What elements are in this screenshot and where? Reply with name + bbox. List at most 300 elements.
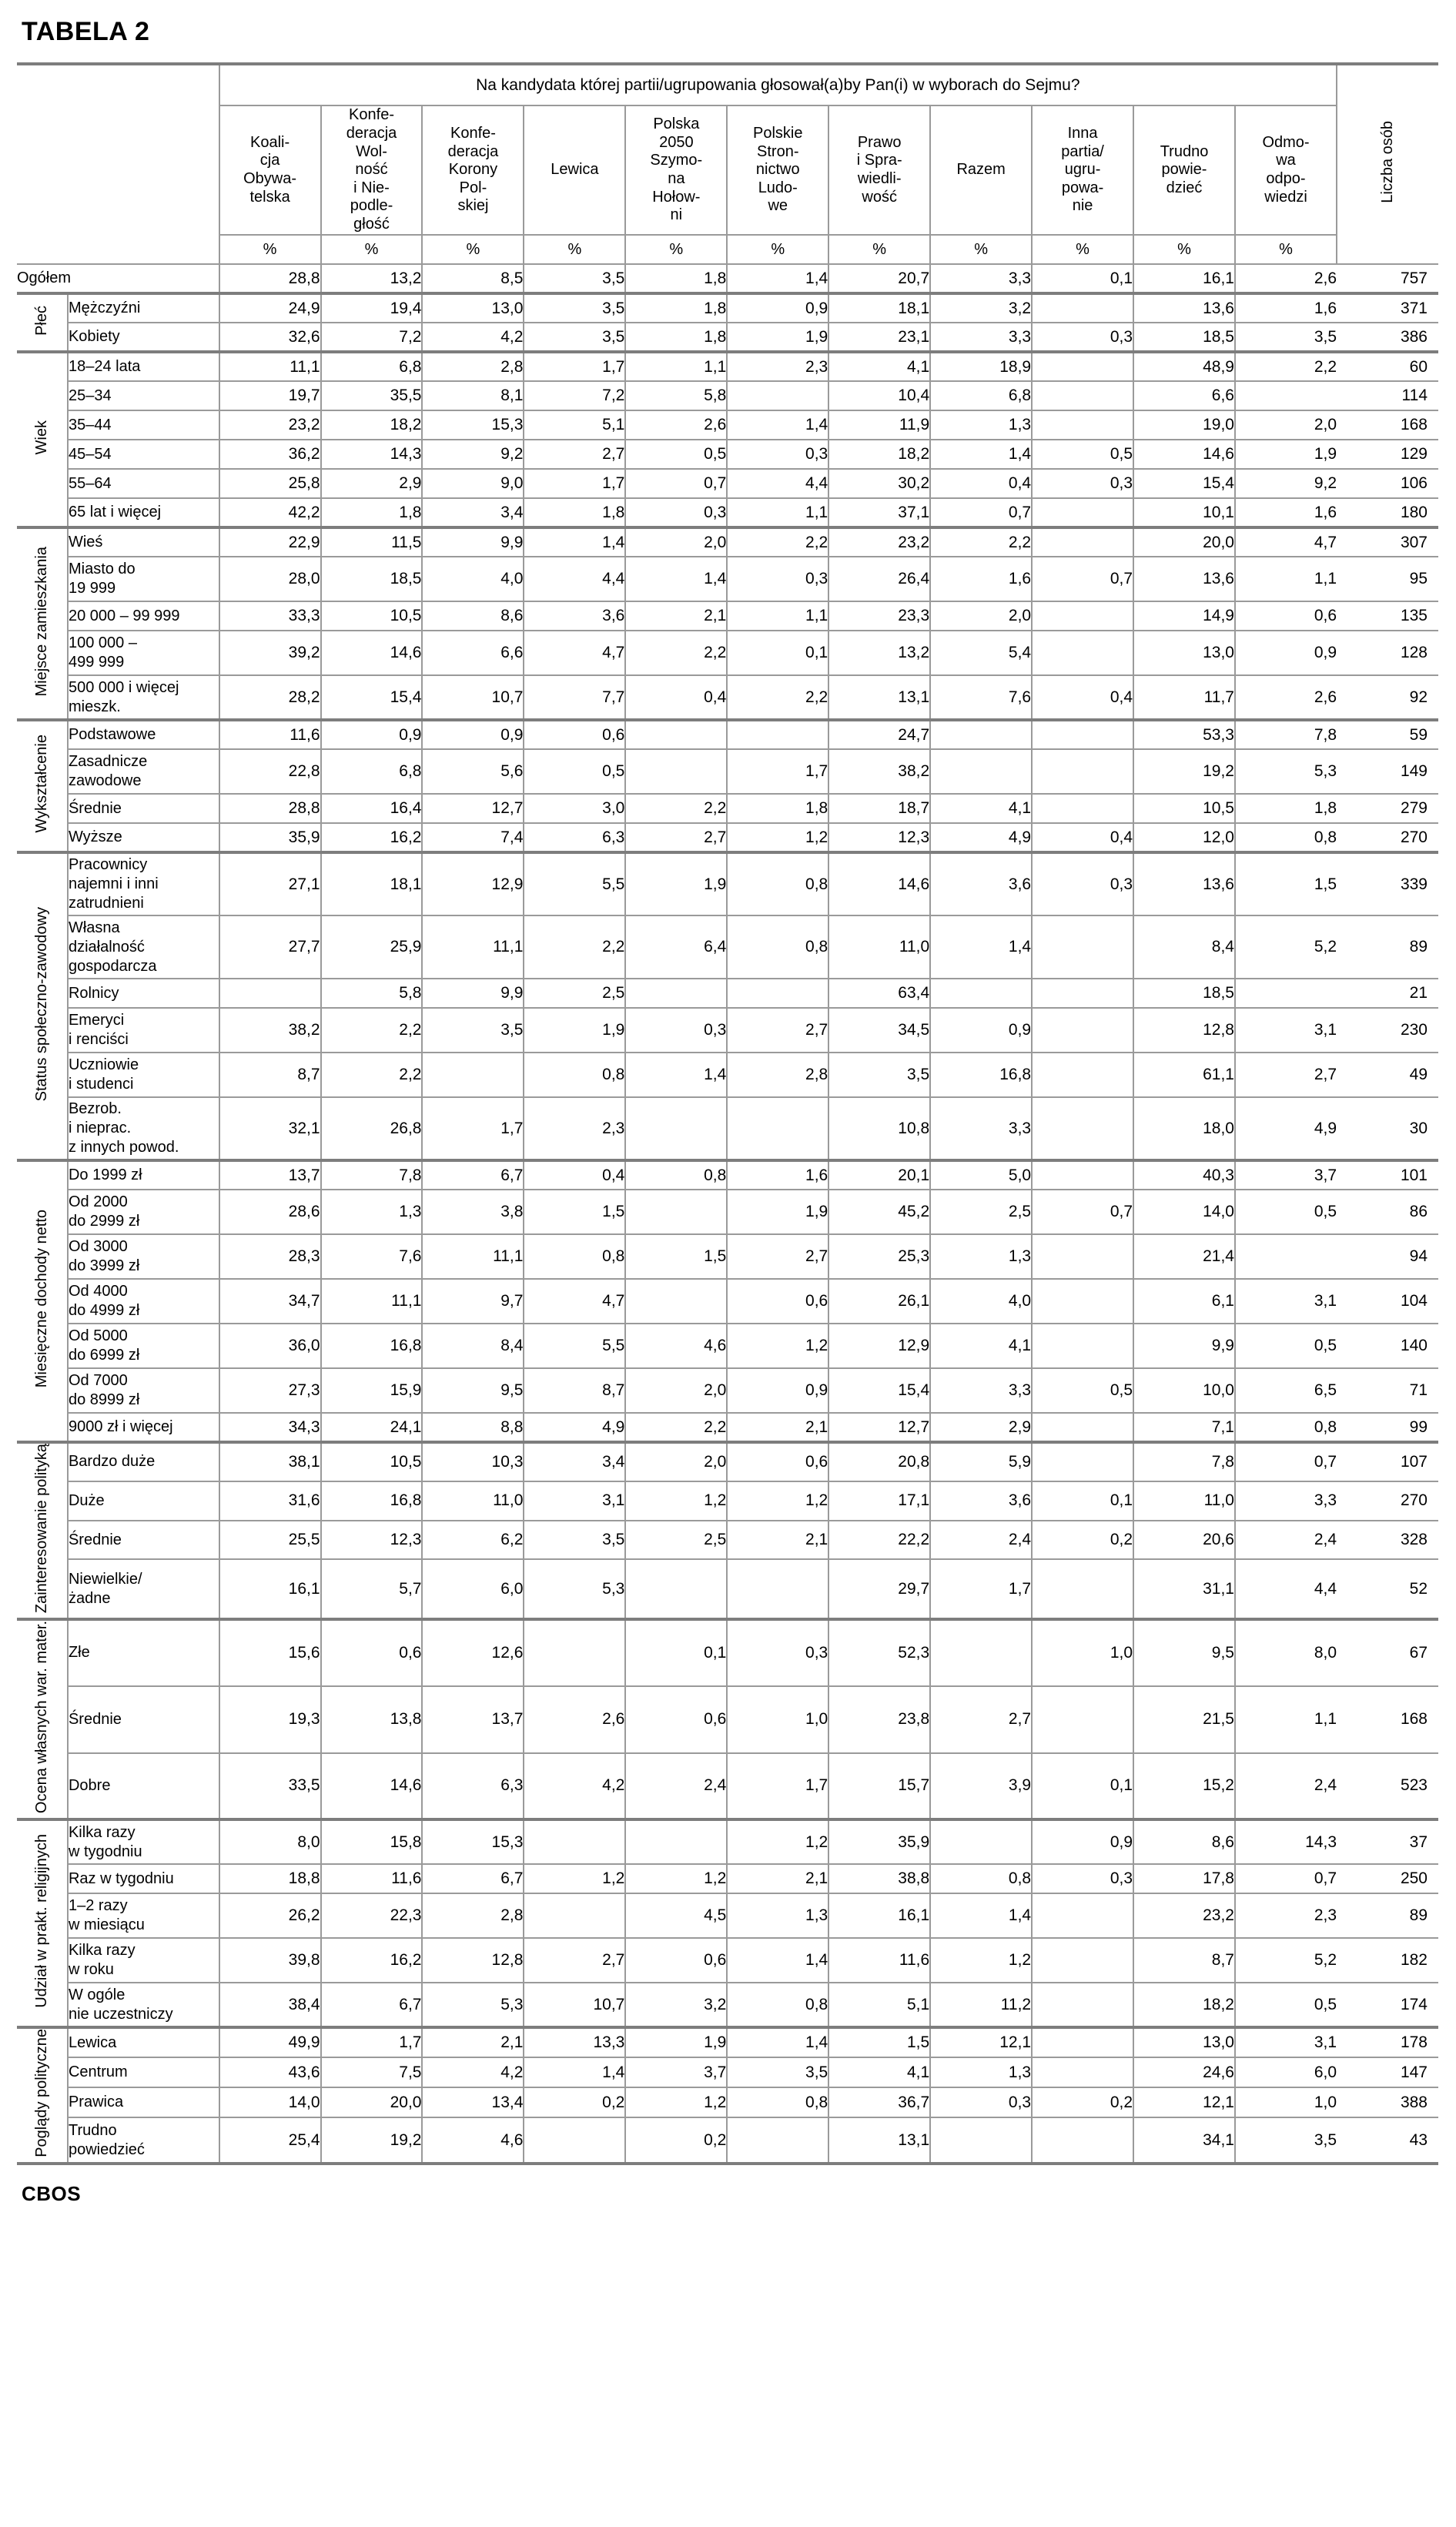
cell-percent [727, 979, 828, 1008]
cell-count: 307 [1337, 527, 1438, 557]
cell-percent: 8,5 [422, 264, 524, 293]
header-col-razem: Razem [930, 105, 1032, 235]
cell-percent: 2,2 [321, 1008, 423, 1053]
cell-percent: 1,7 [524, 352, 625, 381]
cell-percent: 18,2 [1133, 1983, 1235, 2027]
cell-percent: 15,4 [828, 1368, 930, 1413]
table-row [17, 381, 1438, 410]
cell-percent: 36,2 [219, 440, 321, 469]
cell-percent: 1,2 [930, 1938, 1032, 1983]
cell-percent: 9,0 [422, 469, 524, 498]
row-label: Kilka razy w tygodniu [68, 1819, 219, 1864]
cell-percent: 6,4 [625, 915, 727, 979]
percent-symbol-2: % [321, 235, 423, 264]
cell-percent: 5,3 [1235, 749, 1337, 794]
row-label: 500 000 i więcej mieszk. [68, 675, 219, 720]
cell-percent: 3,2 [625, 1983, 727, 2027]
cell-percent: 1,3 [930, 2057, 1032, 2087]
cell-percent: 1,9 [727, 323, 828, 352]
cell-percent: 52,3 [828, 1619, 930, 1686]
cell-percent: 6,0 [422, 1559, 524, 1619]
cell-percent: 11,1 [219, 352, 321, 381]
cell-percent: 16,2 [321, 1938, 423, 1983]
cell-percent: 18,1 [828, 293, 930, 323]
cell-percent: 0,6 [625, 1686, 727, 1753]
cell-percent: 1,1 [625, 352, 727, 381]
header-corner-blank [17, 64, 219, 105]
cell-percent: 26,1 [828, 1279, 930, 1324]
cell-percent: 2,2 [1235, 352, 1337, 381]
cell-count: 174 [1337, 1983, 1438, 2027]
table-row [17, 1619, 1438, 1686]
cell-percent: 1,7 [930, 1559, 1032, 1619]
cell-percent [625, 979, 727, 1008]
row-label: Emeryci i renciści [68, 1008, 219, 1053]
cell-percent: 31,1 [1133, 1559, 1235, 1619]
cell-percent: 2,6 [1235, 264, 1337, 293]
cell-percent: 2,7 [727, 1234, 828, 1279]
cell-percent: 1,3 [321, 1190, 423, 1234]
cell-percent: 2,3 [727, 352, 828, 381]
cell-percent: 3,4 [422, 498, 524, 527]
cell-percent: 25,3 [828, 1234, 930, 1279]
cell-percent: 13,3 [524, 2027, 625, 2057]
row-label: Kobiety [68, 323, 219, 352]
cell-percent: 1,5 [1235, 852, 1337, 915]
cell-percent: 0,5 [1235, 1190, 1337, 1234]
cell-percent: 18,2 [828, 440, 930, 469]
cell-count: 386 [1337, 323, 1438, 352]
header-col-pis: Prawo i Spra- wiedli- wość [828, 105, 930, 235]
cell-count: 106 [1337, 469, 1438, 498]
cell-percent: 34,7 [219, 1279, 321, 1324]
section-label-miejsce-zamieszkania [17, 527, 68, 720]
cell-percent: 0,3 [1032, 1864, 1133, 1893]
cell-percent: 15,6 [219, 1619, 321, 1686]
cell-percent: 2,4 [1235, 1521, 1337, 1560]
row-label: W ogóle nie uczestniczy [68, 1983, 219, 2027]
cell-percent: 14,6 [321, 631, 423, 675]
row-label: Mężczyźni [68, 293, 219, 323]
cell-percent: 3,1 [524, 1481, 625, 1521]
cell-percent: 0,3 [727, 1619, 828, 1686]
cell-percent: 7,4 [422, 823, 524, 852]
cell-percent: 11,6 [828, 1938, 930, 1983]
cell-percent: 1,7 [321, 2027, 423, 2057]
cell-percent: 1,3 [930, 1234, 1032, 1279]
row-label: 1–2 razy w miesiącu [68, 1893, 219, 1938]
cell-count: 99 [1337, 1413, 1438, 1442]
cell-percent: 4,4 [524, 557, 625, 601]
cell-percent: 0,6 [1235, 601, 1337, 631]
cell-percent: 1,7 [422, 1097, 524, 1160]
row-label: Uczniowie i studenci [68, 1053, 219, 1097]
row-label: Od 2000 do 2999 zł [68, 1190, 219, 1234]
cell-percent: 6,0 [1235, 2057, 1337, 2087]
cell-percent: 0,6 [727, 1442, 828, 1481]
cell-percent: 10,5 [321, 601, 423, 631]
cell-percent: 4,9 [930, 823, 1032, 852]
cell-percent: 0,5 [1032, 440, 1133, 469]
cell-percent: 14,9 [1133, 601, 1235, 631]
cell-percent: 1,4 [625, 1053, 727, 1097]
cell-percent [1032, 2057, 1133, 2087]
cell-percent: 16,8 [321, 1324, 423, 1368]
cell-percent: 0,8 [727, 1983, 828, 2027]
cell-percent: 24,6 [1133, 2057, 1235, 2087]
table-row [17, 675, 1438, 720]
cell-percent: 2,1 [727, 1864, 828, 1893]
cell-percent: 1,3 [930, 410, 1032, 440]
cell-percent [625, 1190, 727, 1234]
row-label: Lewica [68, 2027, 219, 2057]
cell-percent: 13,6 [1133, 852, 1235, 915]
cell-percent: 1,5 [524, 1190, 625, 1234]
cell-count: 180 [1337, 498, 1438, 527]
header-percent-row [17, 235, 1438, 264]
cell-percent: 21,4 [1133, 1234, 1235, 1279]
cell-percent: 4,7 [524, 1279, 625, 1324]
cell-percent: 18,7 [828, 794, 930, 823]
cell-percent: 7,5 [321, 2057, 423, 2087]
cell-percent [1032, 2117, 1133, 2164]
cell-percent: 4,0 [930, 1279, 1032, 1324]
cell-percent [727, 381, 828, 410]
row-label: Wieś [68, 527, 219, 557]
cell-percent: 0,2 [524, 2087, 625, 2117]
cell-percent: 12,7 [828, 1413, 930, 1442]
cell-percent: 19,2 [1133, 749, 1235, 794]
cell-percent: 14,3 [1235, 1819, 1337, 1864]
cell-percent: 19,7 [219, 381, 321, 410]
cell-percent: 2,1 [625, 601, 727, 631]
cell-percent: 14,6 [828, 852, 930, 915]
cell-percent: 2,2 [625, 794, 727, 823]
cell-count: 60 [1337, 352, 1438, 381]
cell-percent: 1,9 [727, 1190, 828, 1234]
cell-percent [1032, 381, 1133, 410]
cell-percent: 3,1 [1235, 1279, 1337, 1324]
cell-percent: 12,0 [1133, 823, 1235, 852]
cell-percent: 34,5 [828, 1008, 930, 1053]
cell-percent: 0,6 [321, 1619, 423, 1686]
cell-percent: 3,8 [422, 1190, 524, 1234]
cell-percent: 10,7 [422, 675, 524, 720]
cell-percent: 0,7 [1032, 557, 1133, 601]
cell-percent [625, 749, 727, 794]
row-label: 18–24 lata [68, 352, 219, 381]
cell-percent: 40,3 [1133, 1160, 1235, 1190]
cell-percent [422, 1053, 524, 1097]
cell-count: 182 [1337, 1938, 1438, 1983]
cell-percent: 22,9 [219, 527, 321, 557]
table-row [17, 1819, 1438, 1864]
cell-percent: 27,3 [219, 1368, 321, 1413]
cell-percent [930, 979, 1032, 1008]
section-label-udzial-w-prakt-religijnych [17, 1819, 68, 2027]
row-label: Kilka razy w roku [68, 1938, 219, 1983]
row-label: Rolnicy [68, 979, 219, 1008]
cell-percent: 33,3 [219, 601, 321, 631]
cell-percent: 23,1 [828, 323, 930, 352]
section-label-status-spoleczno-zawodowy [17, 852, 68, 1160]
cell-percent: 2,2 [625, 1413, 727, 1442]
cell-percent: 19,4 [321, 293, 423, 323]
cell-count: 94 [1337, 1234, 1438, 1279]
cell-percent: 5,5 [524, 1324, 625, 1368]
cell-percent: 2,0 [625, 527, 727, 557]
cell-percent: 14,3 [321, 440, 423, 469]
cell-percent: 0,7 [1235, 1864, 1337, 1893]
header-question-row [17, 64, 1438, 105]
cell-percent: 3,5 [524, 1521, 625, 1560]
cell-percent: 7,2 [321, 323, 423, 352]
cell-percent: 23,2 [219, 410, 321, 440]
cell-percent: 0,8 [1235, 1413, 1337, 1442]
cell-percent [930, 720, 1032, 749]
cell-percent: 23,2 [1133, 1893, 1235, 1938]
cell-percent: 4,1 [828, 352, 930, 381]
cell-percent: 2,0 [625, 1368, 727, 1413]
cell-percent: 3,5 [524, 323, 625, 352]
percent-symbol-7: % [828, 235, 930, 264]
cell-percent: 0,5 [625, 440, 727, 469]
cell-percent: 12,1 [1133, 2087, 1235, 2117]
cell-percent: 0,8 [727, 2087, 828, 2117]
cell-count: 67 [1337, 1619, 1438, 1686]
header-count-label: Liczba osób [1379, 121, 1396, 203]
cell-percent: 1,8 [1235, 794, 1337, 823]
cell-percent: 2,6 [625, 410, 727, 440]
cell-percent: 0,6 [524, 720, 625, 749]
cell-percent: 1,6 [930, 557, 1032, 601]
cell-percent: 1,7 [727, 749, 828, 794]
cell-percent: 13,6 [1133, 557, 1235, 601]
cell-percent: 23,3 [828, 601, 930, 631]
cell-percent: 28,3 [219, 1234, 321, 1279]
cell-percent: 0,9 [727, 293, 828, 323]
cell-percent: 1,1 [727, 498, 828, 527]
cell-percent: 13,1 [828, 2117, 930, 2164]
cell-percent: 23,2 [828, 527, 930, 557]
cell-percent: 20,8 [828, 1442, 930, 1481]
row-label: Średnie [68, 794, 219, 823]
row-label: 25–34 [68, 381, 219, 410]
cell-percent: 43,6 [219, 2057, 321, 2087]
row-label: Średnie [68, 1686, 219, 1753]
cell-percent: 0,8 [727, 852, 828, 915]
cell-count: 89 [1337, 915, 1438, 979]
row-label: 55–64 [68, 469, 219, 498]
cell-percent [524, 1893, 625, 1938]
row-label: Pracownicy najemni i inni zatrudnieni [68, 852, 219, 915]
cell-percent: 0,3 [930, 2087, 1032, 2117]
cell-count: 339 [1337, 852, 1438, 915]
cell-percent: 3,1 [1235, 2027, 1337, 2057]
row-label-ogolem: Ogółem [17, 264, 219, 293]
cell-percent [1032, 601, 1133, 631]
cell-percent [1032, 1279, 1133, 1324]
cell-count: 89 [1337, 1893, 1438, 1938]
table-row [17, 1279, 1438, 1324]
table-row [17, 749, 1438, 794]
cell-percent: 2,8 [727, 1053, 828, 1097]
cell-percent: 6,7 [422, 1160, 524, 1190]
cell-percent: 18,5 [1133, 323, 1235, 352]
cell-percent: 2,1 [422, 2027, 524, 2057]
cell-percent: 18,5 [1133, 979, 1235, 1008]
cell-percent: 24,1 [321, 1413, 423, 1442]
table-row [17, 1559, 1438, 1619]
cell-percent [727, 1097, 828, 1160]
header-question: Na kandydata której partii/ugrupowania głosował(a)by Pan(i) w wyborach do Sejmu? [219, 64, 1337, 105]
cell-percent: 16,1 [828, 1893, 930, 1938]
table-row [17, 720, 1438, 749]
cell-percent: 1,9 [524, 1008, 625, 1053]
table-row [17, 1368, 1438, 1413]
cell-percent: 2,1 [727, 1521, 828, 1560]
cell-count: 250 [1337, 1864, 1438, 1893]
table-row [17, 915, 1438, 979]
table-row [17, 631, 1438, 675]
cell-percent: 9,9 [1133, 1324, 1235, 1368]
cell-percent: 35,9 [219, 823, 321, 852]
cell-percent: 4,4 [1235, 1559, 1337, 1619]
cell-percent: 13,6 [1133, 293, 1235, 323]
header-col-lewica: Lewica [524, 105, 625, 235]
table-row [17, 1521, 1438, 1560]
cell-percent: 9,2 [422, 440, 524, 469]
cell-percent [1032, 2027, 1133, 2057]
cell-percent: 15,4 [321, 675, 423, 720]
header-col-polska-2050: Polska 2050 Szymo- na Hołow- ni [625, 105, 727, 235]
cell-percent: 4,0 [422, 557, 524, 601]
cell-count: 128 [1337, 631, 1438, 675]
cell-percent: 2,7 [524, 1938, 625, 1983]
cell-percent: 6,6 [1133, 381, 1235, 410]
cell-percent: 0,1 [1032, 1753, 1133, 1820]
table-row [17, 498, 1438, 527]
section-label-text: Poglądy polityczne [33, 2029, 51, 2158]
section-label-text: Miesięczne dochody netto [33, 1210, 51, 1388]
cell-percent [727, 720, 828, 749]
cell-percent: 6,8 [321, 352, 423, 381]
cell-percent: 5,0 [930, 1160, 1032, 1190]
cell-percent: 3,7 [625, 2057, 727, 2087]
cell-percent [524, 2117, 625, 2164]
cell-percent: 1,4 [625, 557, 727, 601]
percent-symbol-3: % [422, 235, 524, 264]
cell-percent [930, 1819, 1032, 1864]
cell-percent: 12,8 [422, 1938, 524, 1983]
cell-percent: 20,1 [828, 1160, 930, 1190]
cell-percent: 28,2 [219, 675, 321, 720]
table-header [17, 64, 1438, 264]
cell-percent: 13,2 [828, 631, 930, 675]
table-row-ogolem [17, 264, 1438, 293]
cell-percent: 2,0 [1235, 410, 1337, 440]
table-row [17, 1983, 1438, 2027]
cell-percent: 2,7 [727, 1008, 828, 1053]
section-label-miesieczne-dochody-netto [17, 1160, 68, 1442]
cell-percent [1032, 1053, 1133, 1097]
cell-percent: 28,0 [219, 557, 321, 601]
row-label: Zasadnicze zawodowe [68, 749, 219, 794]
cell-percent: 2,8 [422, 1893, 524, 1938]
table-row [17, 352, 1438, 381]
cell-percent: 1,2 [727, 1819, 828, 1864]
cell-percent: 2,7 [1235, 1053, 1337, 1097]
survey-table [17, 62, 1438, 2165]
cell-percent: 1,4 [930, 1893, 1032, 1938]
row-label: Miasto do 19 999 [68, 557, 219, 601]
cell-percent: 3,5 [524, 293, 625, 323]
cell-percent: 2,3 [1235, 1893, 1337, 1938]
cell-percent [1032, 1160, 1133, 1190]
cell-percent: 1,6 [1235, 498, 1337, 527]
cell-percent: 3,6 [930, 1481, 1032, 1521]
percent-symbol-11: % [1235, 235, 1337, 264]
cell-count: 178 [1337, 2027, 1438, 2057]
cell-percent [1032, 498, 1133, 527]
cell-percent: 25,8 [219, 469, 321, 498]
cell-count: 270 [1337, 1481, 1438, 1521]
cell-percent: 32,1 [219, 1097, 321, 1160]
cell-percent: 2,2 [930, 527, 1032, 557]
cell-percent: 4,9 [524, 1413, 625, 1442]
cell-percent: 38,2 [219, 1008, 321, 1053]
cell-percent: 2,5 [524, 979, 625, 1008]
cell-percent [930, 1619, 1032, 1686]
cell-percent [1032, 527, 1133, 557]
cell-count: 52 [1337, 1559, 1438, 1619]
cell-percent: 2,2 [727, 527, 828, 557]
cell-percent: 5,6 [422, 749, 524, 794]
cell-count: 230 [1337, 1008, 1438, 1053]
cell-percent: 7,6 [321, 1234, 423, 1279]
header-col-konfederacja-wolnosc-i-niepodleglosc: Konfe- deracja Wol- ność i Nie- podle- głość [321, 105, 423, 235]
cell-percent: 3,5 [524, 264, 625, 293]
cell-percent: 4,6 [422, 2117, 524, 2164]
cell-percent: 3,5 [828, 1053, 930, 1097]
header-col-konfederacja-korony-polskiej: Konfe- deracja Korony Pol- skiej [422, 105, 524, 235]
cell-percent: 5,4 [930, 631, 1032, 675]
cell-percent: 25,9 [321, 915, 423, 979]
cell-percent: 10,0 [1133, 1368, 1235, 1413]
cell-percent: 53,3 [1133, 720, 1235, 749]
cell-percent: 0,7 [1032, 1190, 1133, 1234]
table-row [17, 979, 1438, 1008]
cell-percent: 28,6 [219, 1190, 321, 1234]
cell-percent: 1,1 [1235, 1686, 1337, 1753]
table-row [17, 1234, 1438, 1279]
row-label: Do 1999 zł [68, 1160, 219, 1190]
cell-percent: 1,2 [727, 1481, 828, 1521]
cell-percent: 1,5 [625, 1234, 727, 1279]
cell-percent: 34,3 [219, 1413, 321, 1442]
section-label-text: Udział w prakt. religijnych [33, 1834, 51, 2009]
cell-percent [1235, 381, 1337, 410]
cell-percent [1032, 352, 1133, 381]
cell-percent: 4,1 [828, 2057, 930, 2087]
cell-percent: 19,3 [219, 1686, 321, 1753]
table-row [17, 1442, 1438, 1481]
cell-percent: 15,7 [828, 1753, 930, 1820]
cell-percent [1032, 1442, 1133, 1481]
cell-percent: 7,7 [524, 675, 625, 720]
cell-percent [1032, 1008, 1133, 1053]
cell-percent: 22,2 [828, 1521, 930, 1560]
